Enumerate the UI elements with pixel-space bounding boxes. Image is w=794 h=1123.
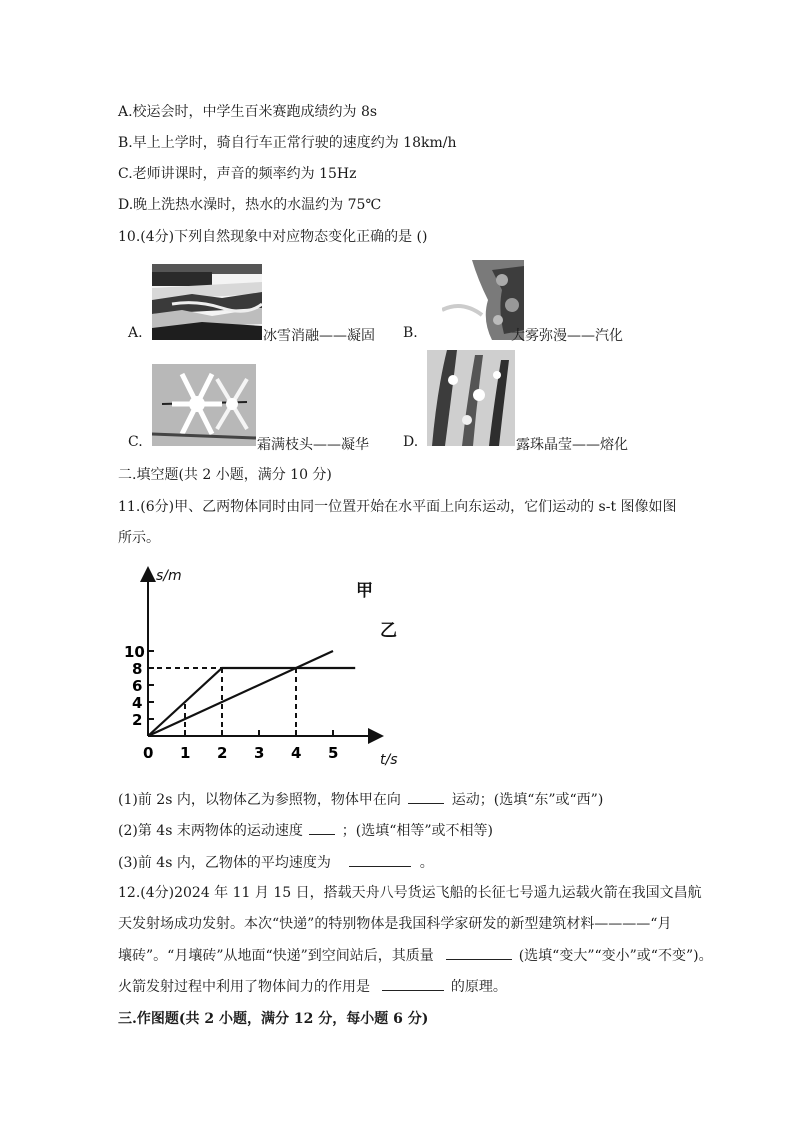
q10-option-a-letter: A. — [128, 325, 143, 341]
dew-drop-photo — [427, 350, 515, 446]
q11-sub1 — [118, 789, 603, 810]
q12-line4 — [118, 976, 507, 997]
q12-mass-blank[interactable] — [446, 945, 512, 960]
s-t-chart-svg — [118, 560, 418, 780]
section3-heading: 三.作图题(共 2 小题，满分 12 分，每小题 6 分) — [118, 1011, 429, 1027]
q12-line1: 12.(4分)2024 年 11 月 15 日，搭载天舟八号货运飞船的长征七号遥九运载火箭在我国文昌航 — [118, 885, 702, 901]
x-tick-label-4: 4 — [291, 744, 302, 762]
q9-option-d: D.晚上洗热水澡时，热水的水温约为 75℃ — [118, 197, 382, 213]
q11-stem-line2: 所示。 — [118, 530, 160, 546]
q11-sub3-after: 。 — [419, 855, 434, 871]
q10-option-c-letter: C. — [128, 434, 143, 450]
q11-sub3-before: (3)前 4s 内，乙物体的平均速度为 — [118, 855, 331, 871]
q11-sub1-blank[interactable] — [408, 789, 444, 804]
q12-line2: 天发射场成功发射。本次“快递”的特别物体是我国科学家研发的新型建筑材料————“月 — [118, 916, 672, 932]
series-line-yi — [148, 668, 355, 736]
q11-sub1-before: (1)前 2s 内，以物体乙为参照物，物体甲在向 — [118, 792, 401, 808]
x-tick-label-3: 3 — [254, 744, 265, 762]
q12-force-blank[interactable] — [382, 976, 444, 991]
q11-sub2-before: (2)第 4s 末两物体的运动速度 — [118, 823, 303, 839]
section2-heading: 二.填空题(共 2 小题，满分 10 分) — [118, 467, 332, 483]
q9-option-b: B.早上上学时，骑自行车正常行驶的速度约为 18km/h — [118, 135, 457, 151]
q10-stem: 10.(4分)下列自然现象中对应物态变化正确的是 () — [118, 229, 428, 245]
x-tick-label-2: 2 — [217, 744, 228, 762]
q10-option-a-text: 冰雪消融——凝固 — [263, 328, 375, 344]
q11-stem-line1: 11.(6分)甲、乙两物体同时由同一位置开始在水平面上向东运动，它们运动的 s-t 图像如图 — [118, 499, 677, 515]
frost-branch-photo — [152, 364, 256, 446]
q11-sub3 — [118, 852, 434, 873]
y-tick-label-10: 10 — [124, 643, 145, 661]
x-tick-label-1: 1 — [180, 744, 191, 762]
q12-line3 — [118, 945, 713, 966]
q9-option-c: C.老师讲课时，声音的频率约为 15Hz — [118, 166, 357, 182]
q10-option-c-text: 霜满枝头——凝华 — [257, 437, 369, 453]
q10-option-b-text: 大雾弥漫——汽化 — [511, 328, 623, 344]
q12-line3-after: (选填“变大”“变小”或“不变”)。 — [518, 948, 713, 964]
q12-line4-before: 火箭发射过程中利用了物体间力的作用是 — [118, 979, 370, 995]
x-axis-label: t/s — [380, 752, 398, 768]
y-tick-label-2: 2 — [132, 711, 143, 729]
q10-option-b-letter: B. — [403, 325, 418, 341]
x-tick-label-0: 0 — [143, 744, 154, 762]
q11-sub2-after: ；(选填“相等”或不相等) — [341, 823, 493, 839]
y-axis-label: s/m — [156, 568, 182, 584]
y-tick-label-8: 8 — [132, 660, 143, 678]
q11-sub2-blank[interactable] — [309, 820, 335, 835]
s-t-chart — [118, 560, 418, 780]
q10-option-d-text: 露珠晶莹——熔化 — [516, 437, 628, 453]
q12-line3-before: 壤砖”。“月壤砖”从地面“快递”到空间站后，其质量 — [118, 948, 434, 964]
y-tick-label-6: 6 — [132, 677, 143, 695]
q11-sub3-blank[interactable] — [349, 852, 411, 867]
series-label-yi: 乙 — [380, 621, 397, 641]
q12-line4-after: 的原理。 — [450, 979, 507, 995]
y-tick-label-4: 4 — [132, 694, 143, 712]
q10-option-d-letter: D. — [403, 434, 419, 450]
q9-option-a: A.校运会时，中学生百米赛跑成绩约为 8s — [118, 104, 378, 120]
series-line-jia — [148, 651, 333, 736]
x-tick-label-5: 5 — [328, 744, 339, 762]
q11-sub2 — [118, 820, 493, 841]
q11-sub1-after: 运动；(选填“东”或“西”) — [451, 792, 604, 808]
series-label-jia: 甲 — [356, 581, 373, 601]
ice-melting-photo — [152, 264, 262, 340]
